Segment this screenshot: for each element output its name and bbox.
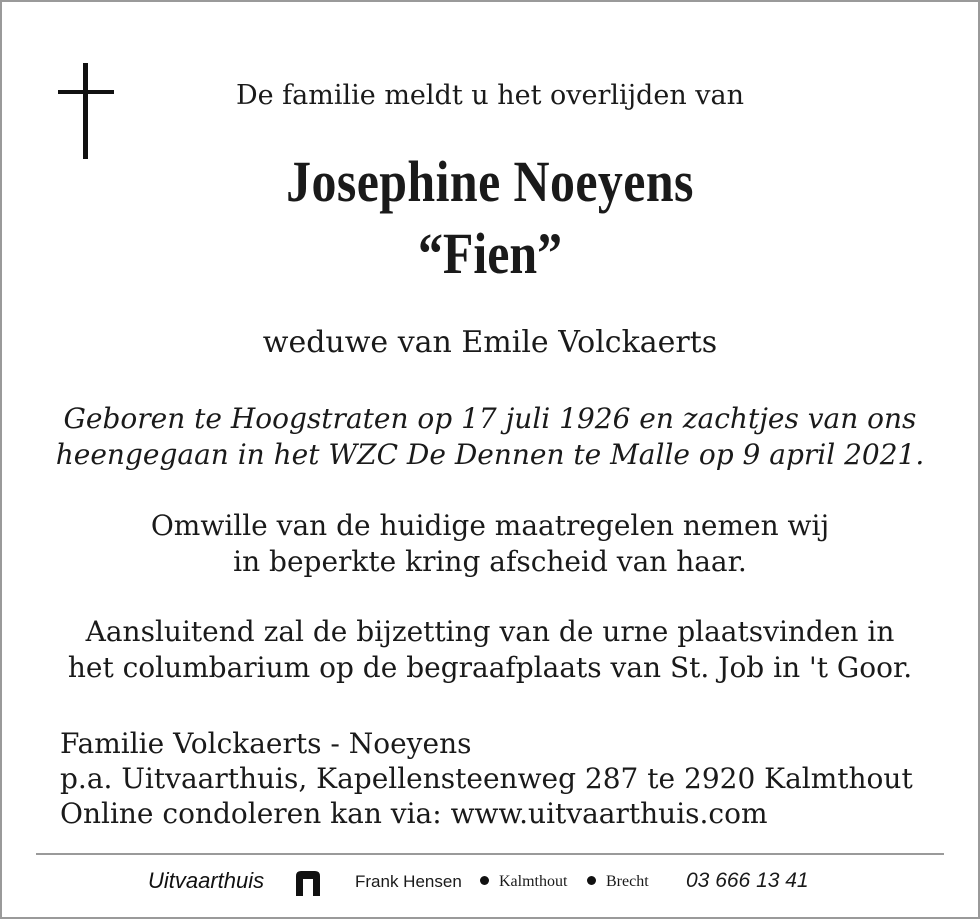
deceased-nickname: “Fien” — [417, 221, 563, 286]
family-name: Familie Volckaerts - Noeyens — [60, 727, 472, 760]
widow-of-text: weduwe van Emile Volckaerts — [262, 325, 718, 360]
burial-text — [0, 614, 980, 686]
brand-name: Uitvaarthuis — [148, 868, 265, 893]
footer-divider — [36, 853, 944, 855]
birth-line-2: heengegaan in het WZC De Dennen te Malle op 9 april 2021. — [55, 438, 925, 471]
birth-death-text — [0, 401, 980, 473]
family-block — [60, 726, 913, 831]
intro-text: De familie meldt u het overlijden van — [235, 80, 745, 111]
location-brecht: Brecht — [606, 873, 649, 890]
measures-line-1: Omwille van de huidige maatregelen nemen wij — [150, 509, 830, 542]
director-name: Frank Hensen — [355, 872, 462, 891]
measures-line-2: in beperkte kring afscheid van haar. — [233, 545, 747, 578]
deceased-name: Josephine Noeyens — [286, 149, 694, 214]
arch-logo-icon — [294, 870, 322, 896]
phone-number: 03 666 13 41 — [686, 869, 809, 892]
condolence-line: Online condoleren kan via: www.uitvaarthuis.com — [60, 797, 768, 830]
footer — [0, 866, 980, 896]
family-address: p.a. Uitvaarthuis, Kapellensteenweg 287 te 2920 Kalmthout — [60, 762, 913, 795]
bullet-icon — [587, 876, 596, 885]
location-kalmthout: Kalmthout — [499, 873, 568, 890]
bullet-icon — [480, 876, 489, 885]
measures-text — [0, 508, 980, 580]
birth-line-1: Geboren te Hoogstraten op 17 juli 1926 en zachtjes van ons — [63, 402, 917, 435]
burial-line-2: het columbarium op de begraafplaats van St. Job in 't Goor. — [67, 651, 913, 684]
burial-line-1: Aansluitend zal de bijzetting van de urne plaatsvinden in — [85, 615, 895, 648]
cross-icon — [58, 63, 114, 159]
